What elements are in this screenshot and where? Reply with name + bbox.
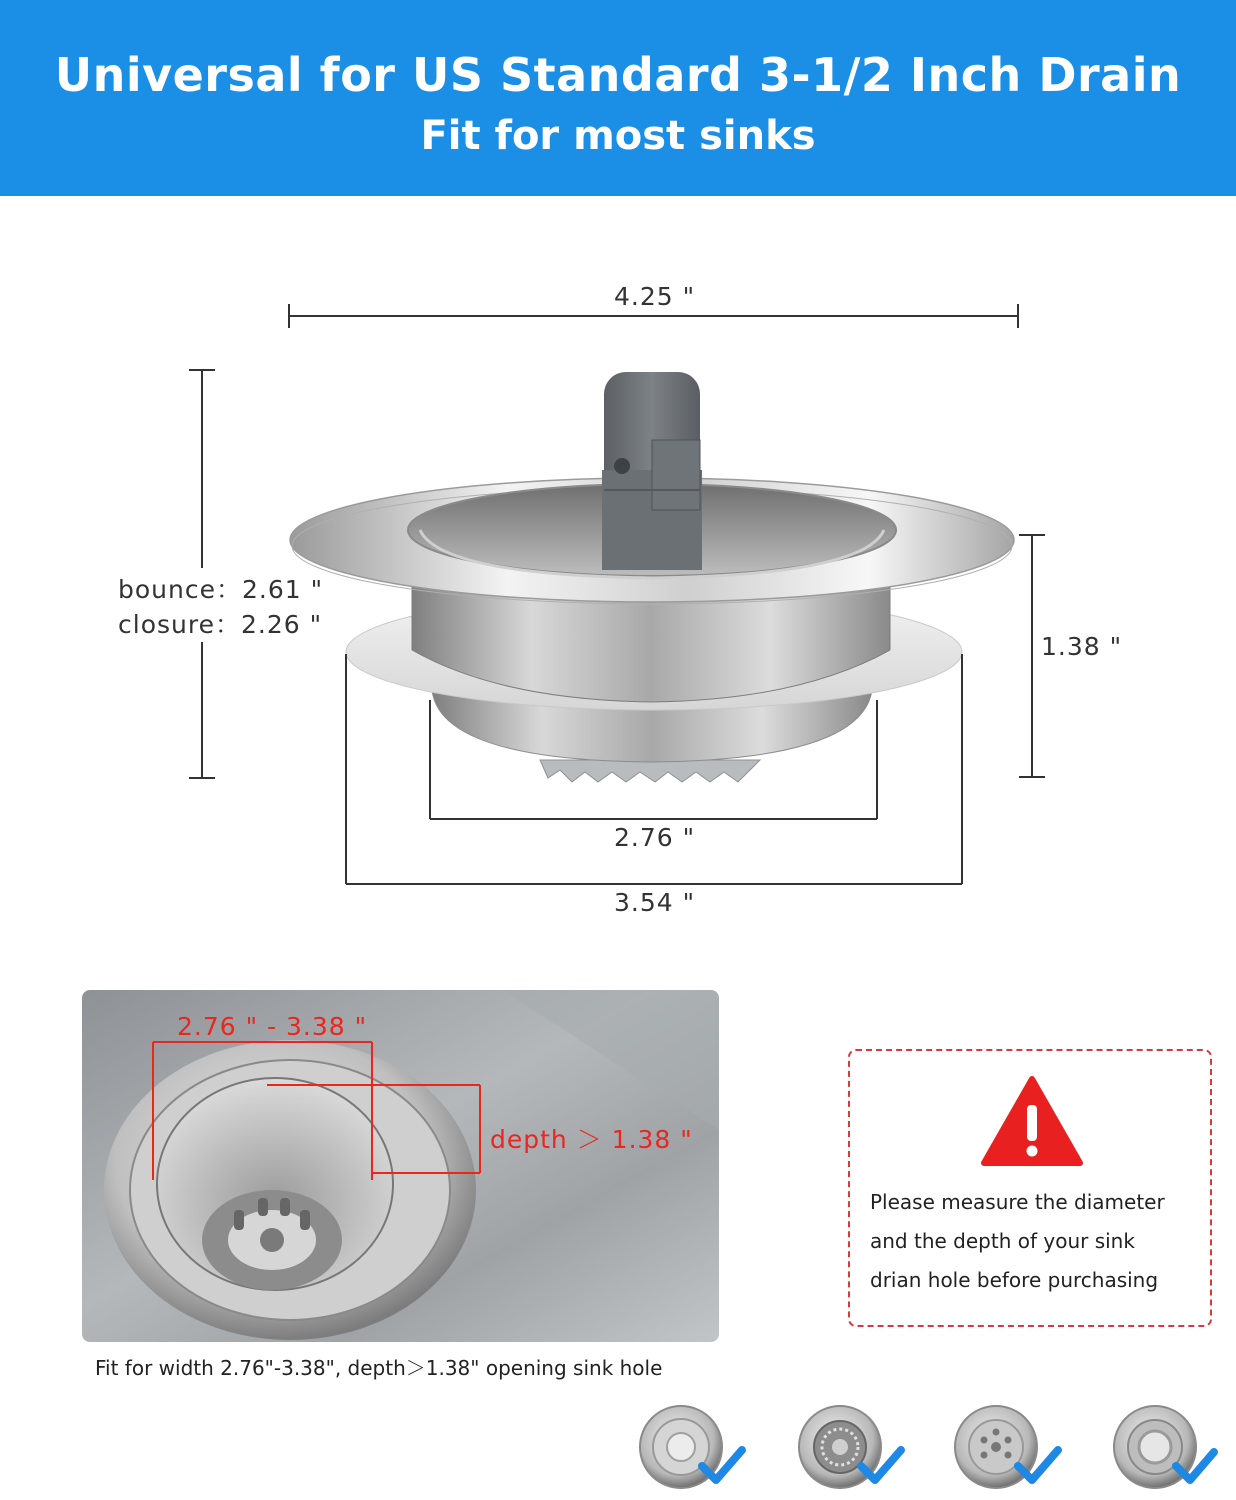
warning-line: and the depth of your sink (870, 1229, 1135, 1253)
height-closure-label: closure：2.26 " (118, 610, 323, 639)
sink-drain-photo (82, 990, 719, 1342)
warning-text (870, 1183, 1210, 1300)
sink-drain-image (82, 990, 719, 1342)
banner-subtitle: Fit for most sinks (420, 113, 816, 159)
body-height-label: 1.38 " (1041, 632, 1123, 661)
measurement-warning (848, 1049, 1212, 1327)
height-bounce-label: bounce：2.61 " (118, 575, 324, 604)
drain-stopper-illustration (290, 372, 1014, 782)
top-width-label: 4.25 " (614, 282, 696, 311)
diameter-range-label: 2.76 " - 3.38 " (177, 1012, 368, 1041)
warning-triangle-icon (980, 1075, 1084, 1167)
banner-title: Universal for US Standard 3-1/2 Inch Drain (54, 48, 1182, 102)
warning-line: drian hole before purchasing (870, 1268, 1159, 1292)
depth-label: depth ＞ 1.38 " (490, 1125, 693, 1154)
sink-photo-caption: Fit for width 2.76"-3.38", depth＞1.38" opening sink hole (95, 1356, 663, 1380)
inner-width-label: 2.76 " (614, 823, 696, 852)
warning-line: Please measure the diameter (870, 1190, 1165, 1214)
seal-width-label: 3.54 " (614, 888, 696, 917)
